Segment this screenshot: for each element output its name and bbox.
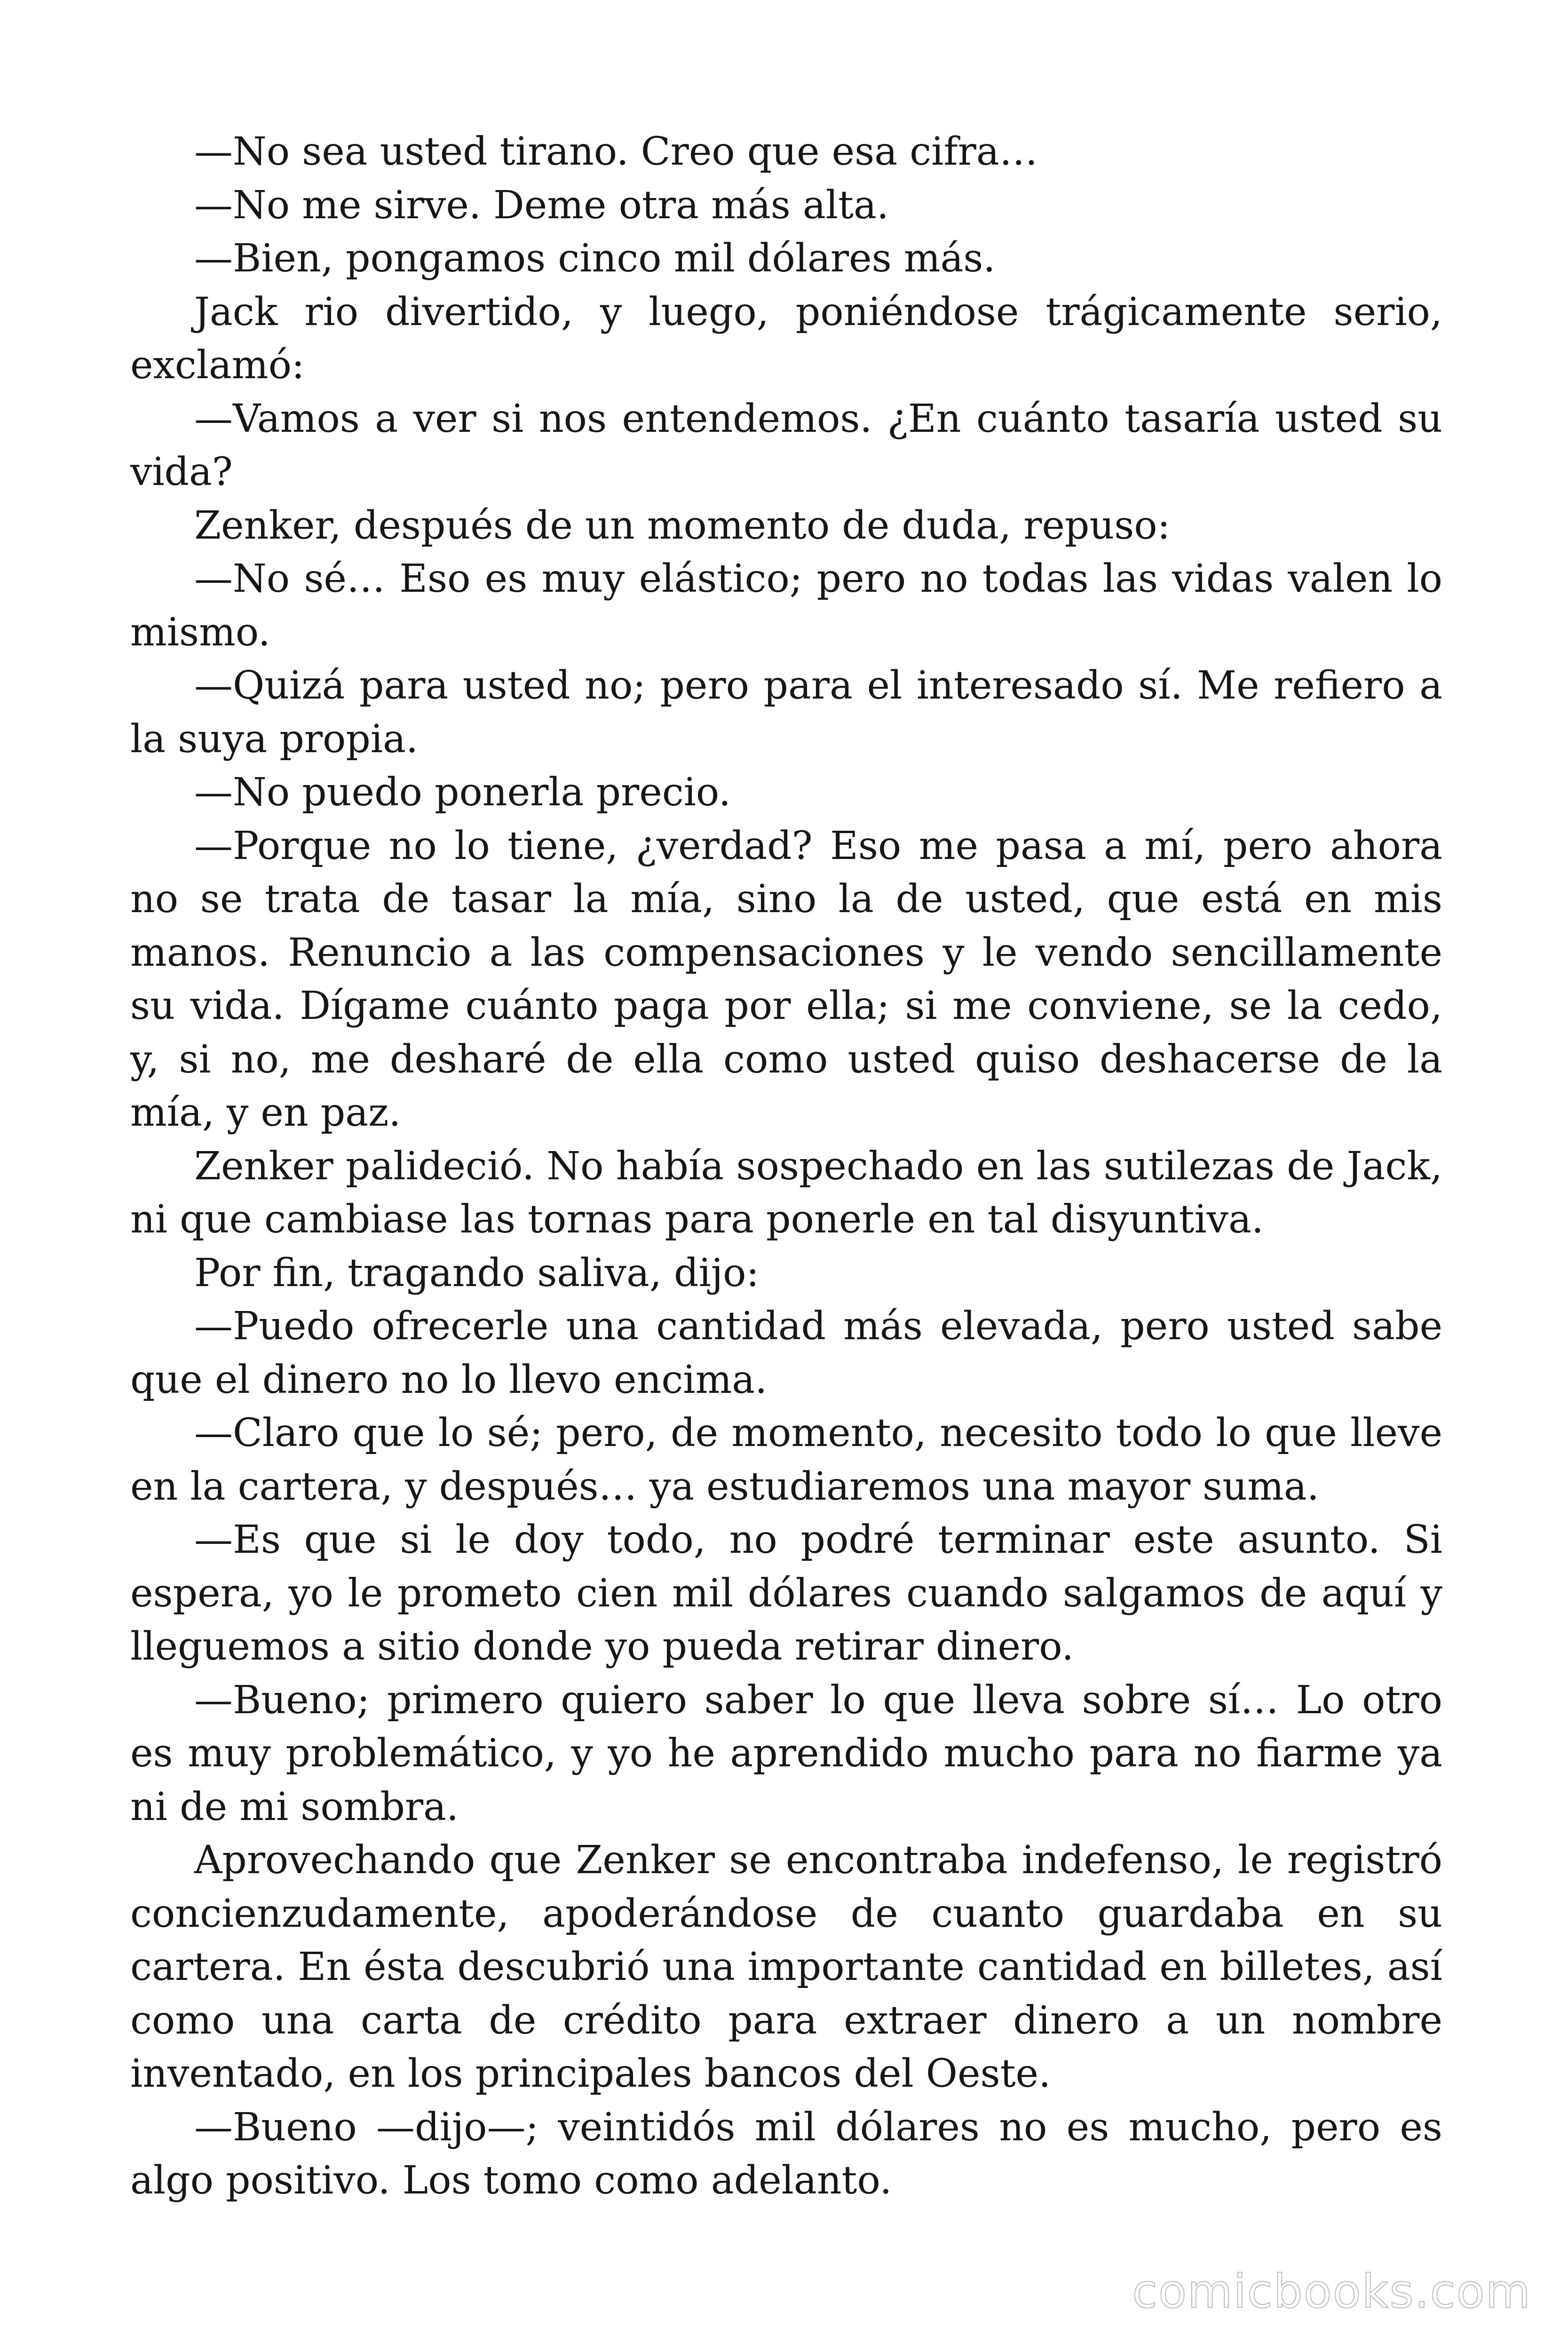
paragraph: Aprovechando que Zenker se encontraba indefenso, le registró concienzudamente, apoderándose de cuanto guardaba en su cartera. En ésta descubrió una importante cantidad en billetes, así como una carta de crédito para extraer dinero a un nombre inventado, en los principales bancos del Oeste. [130, 1838, 1442, 2096]
paragraph: Zenker palideció. No había sospechado en las sutilezas de Jack, ni que cambiase las tornas para ponerle en tal disyuntiva. [130, 1144, 1442, 1242]
paragraph: —No puedo ponerla precio. [194, 770, 731, 815]
paragraph: Zenker, después de un momento de duda, repuso: [194, 503, 1171, 548]
paragraph: —Vamos a ver si nos entendemos. ¿En cuánto tasaría usted su vida? [130, 396, 1442, 494]
paragraph: —No sea usted tirano. Creo que esa cifra… [194, 129, 1038, 174]
watermark: comicbooks.com [1132, 2265, 1531, 2319]
paragraph: —Bueno —dijo—; veintidós mil dólares no es mucho, pero es algo positivo. Los tomo como adelanto. [130, 2105, 1442, 2203]
paragraph: —Puedo ofrecerle una cantidad más elevada, pero usted sabe que el dinero no lo llevo encima. [130, 1304, 1442, 1402]
paragraph: —Es que si le doy todo, no podré terminar este asunto. Si espera, yo le prometo cien mil dólares cuando salgamos de aquí y lleguemos a sitio donde yo pueda retirar dinero. [130, 1518, 1442, 1669]
paragraph: —Bueno; primero quiero saber lo que lleva sobre sí… Lo otro es muy problemático, y yo he aprendido mucho para no fiarme ya ni de mi sombra. [130, 1677, 1442, 1829]
paragraph: —Porque no lo tiene, ¿verdad? Eso me pasa a mí, pero ahora no se trata de tasar la mía, sino la de usted, que está en mis manos. Renuncio a las compensaciones y le vendo sencillamente su vida. Dígame cuánto paga por ella; si me conviene, se la cedo, y, si no, me desharé de ella como usted quiso deshacerse de la mía, y en paz. [130, 823, 1442, 1135]
paragraph: —Claro que lo sé; pero, de momento, necesito todo lo que lleve en la cartera, y después… ya estudiaremos una mayor suma. [130, 1411, 1442, 1509]
paragraph: —No sé… Eso es muy elástico; pero no todas las vidas valen lo mismo. [130, 556, 1442, 655]
paragraph: Jack rio divertido, y luego, poniéndose trágicamente serio, exclamó: [130, 289, 1442, 388]
paragraph: —Bien, pongamos cinco mil dólares más. [194, 236, 996, 281]
paragraph: —No me sirve. Deme otra más alta. [194, 183, 889, 228]
paragraph: Por fin, tragando saliva, dijo: [194, 1250, 760, 1295]
body-text [130, 125, 1442, 2208]
paragraph: —Quizá para usted no; pero para el interesado sí. Me refiero a la suya propia. [130, 663, 1442, 762]
